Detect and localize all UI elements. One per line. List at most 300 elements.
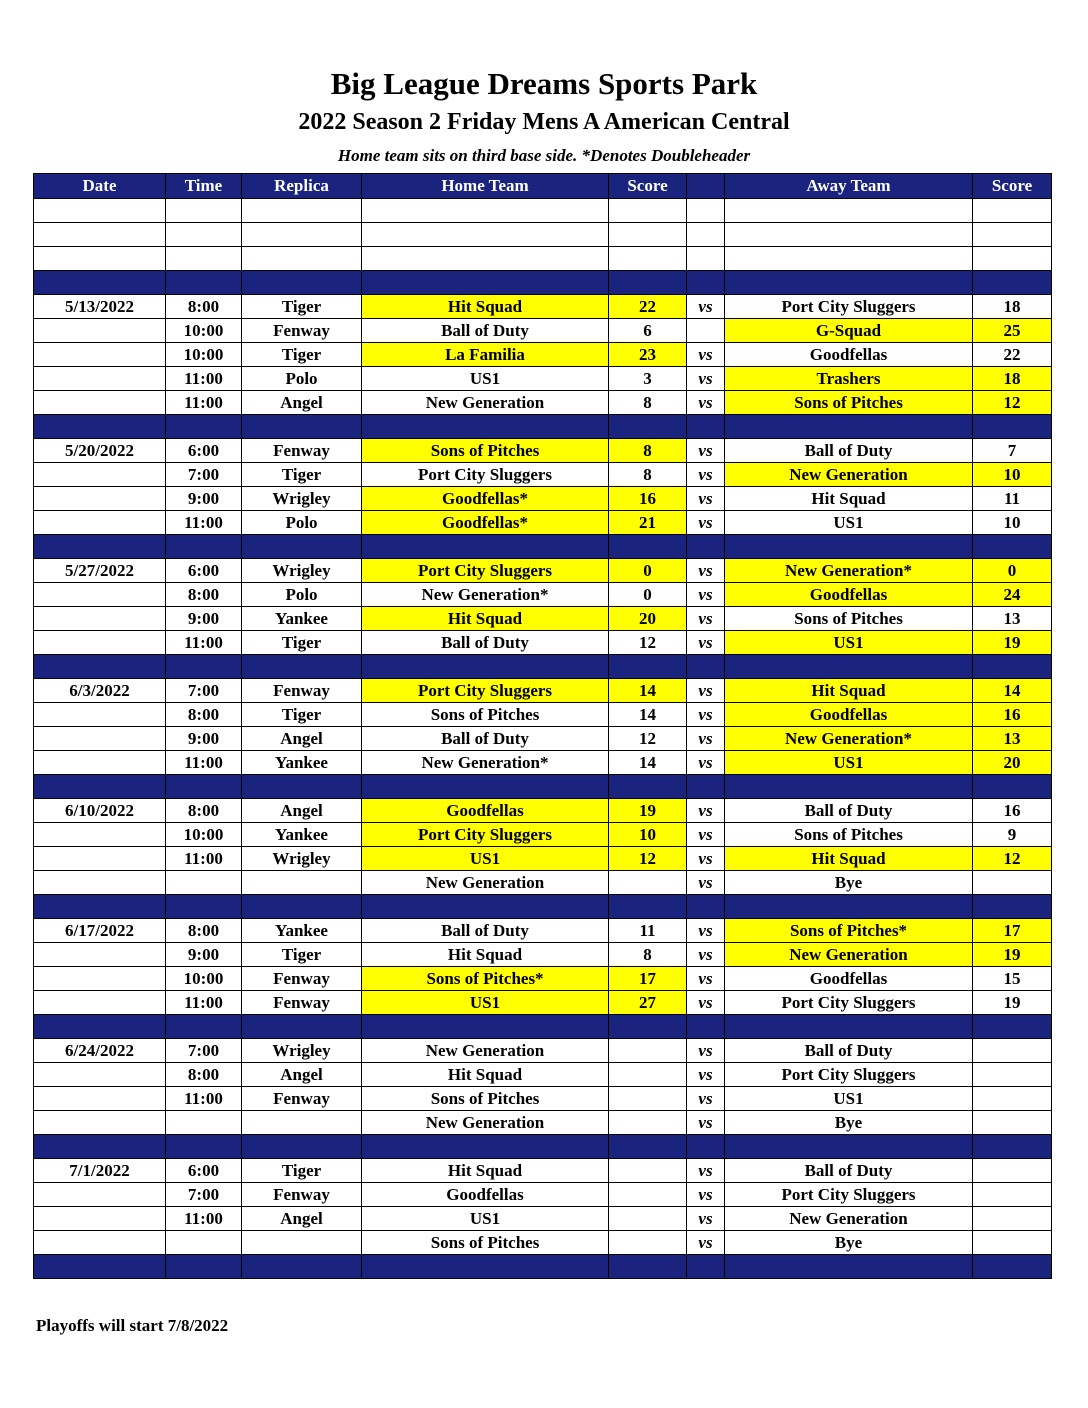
cell-time: 9:00 (166, 943, 242, 967)
cell-replica: Polo (242, 367, 362, 391)
game-row (34, 631, 1052, 655)
cell-home-score: 14 (609, 679, 687, 703)
cell-away-score: 16 (973, 703, 1052, 727)
cell-home-team (362, 535, 609, 559)
header-vs (687, 174, 725, 199)
game-row (34, 511, 1052, 535)
cell-away-team (725, 199, 973, 223)
game-row (34, 1207, 1052, 1231)
cell-time: 7:00 (166, 463, 242, 487)
cell-vs: vs (687, 679, 725, 703)
cell-replica: Fenway (242, 1087, 362, 1111)
cell-away-team (725, 535, 973, 559)
cell-date (34, 1015, 166, 1039)
blank-row (34, 199, 1052, 223)
cell-away-team (725, 1255, 973, 1279)
cell-away-score: 14 (973, 679, 1052, 703)
cell-away-team: Port City Sluggers (725, 1183, 973, 1207)
cell-home-score: 14 (609, 751, 687, 775)
cell-away-score: 10 (973, 511, 1052, 535)
cell-vs (687, 319, 725, 343)
cell-home-score: 0 (609, 559, 687, 583)
cell-away-team: Ball of Duty (725, 1039, 973, 1063)
cell-vs: vs (687, 799, 725, 823)
game-row (34, 943, 1052, 967)
cell-vs (687, 775, 725, 799)
cell-vs (687, 1135, 725, 1159)
cell-home-score (609, 1159, 687, 1183)
cell-home-score: 12 (609, 847, 687, 871)
cell-vs (687, 535, 725, 559)
game-row (34, 439, 1052, 463)
cell-away-team: US1 (725, 631, 973, 655)
cell-time: 11:00 (166, 1207, 242, 1231)
blank-row (34, 223, 1052, 247)
cell-replica: Yankee (242, 823, 362, 847)
cell-date (34, 895, 166, 919)
cell-replica (242, 199, 362, 223)
cell-home-team: Ball of Duty (362, 631, 609, 655)
cell-time: 10:00 (166, 343, 242, 367)
cell-home-score (609, 895, 687, 919)
cell-away-score (973, 1135, 1052, 1159)
game-row (34, 1183, 1052, 1207)
cell-vs (687, 415, 725, 439)
cell-away-team: New Generation (725, 463, 973, 487)
cell-date: 6/10/2022 (34, 799, 166, 823)
cell-replica (242, 1255, 362, 1279)
cell-home-team: Goodfellas (362, 1183, 609, 1207)
cell-time (166, 199, 242, 223)
cell-away-score: 13 (973, 607, 1052, 631)
header-replica: Replica (242, 174, 362, 199)
cell-home-score: 22 (609, 295, 687, 319)
cell-replica: Tiger (242, 295, 362, 319)
cell-home-team (362, 1135, 609, 1159)
cell-vs: vs (687, 559, 725, 583)
cell-replica: Wrigley (242, 559, 362, 583)
cell-away-score: 7 (973, 439, 1052, 463)
cell-time: 10:00 (166, 823, 242, 847)
cell-home-team (362, 223, 609, 247)
cell-replica: Tiger (242, 703, 362, 727)
cell-replica (242, 655, 362, 679)
cell-replica: Tiger (242, 343, 362, 367)
cell-away-score: 22 (973, 343, 1052, 367)
cell-away-score (973, 1087, 1052, 1111)
cell-home-team (362, 199, 609, 223)
cell-away-team: US1 (725, 1087, 973, 1111)
cell-time: 8:00 (166, 583, 242, 607)
cell-date (34, 1183, 166, 1207)
cell-replica: Angel (242, 391, 362, 415)
cell-home-score: 17 (609, 967, 687, 991)
cell-vs (687, 247, 725, 271)
cell-time (166, 535, 242, 559)
cell-away-score: 12 (973, 391, 1052, 415)
cell-date (34, 775, 166, 799)
cell-home-team: Port City Sluggers (362, 463, 609, 487)
cell-vs: vs (687, 703, 725, 727)
cell-home-score (609, 1063, 687, 1087)
week-separator-row (34, 1255, 1052, 1279)
cell-home-score (609, 415, 687, 439)
cell-date (34, 367, 166, 391)
cell-replica (242, 1135, 362, 1159)
cell-home-team: Sons of Pitches (362, 1087, 609, 1111)
cell-home-score (609, 1231, 687, 1255)
cell-date: 5/13/2022 (34, 295, 166, 319)
week-separator-row (34, 271, 1052, 295)
cell-away-team: Goodfellas (725, 967, 973, 991)
cell-away-score (973, 535, 1052, 559)
cell-time: 8:00 (166, 919, 242, 943)
cell-away-score (973, 655, 1052, 679)
game-row (34, 1111, 1052, 1135)
cell-away-score: 0 (973, 559, 1052, 583)
cell-home-team: New Generation (362, 391, 609, 415)
cell-replica: Tiger (242, 631, 362, 655)
game-row (34, 1087, 1052, 1111)
cell-replica (242, 1111, 362, 1135)
cell-vs: vs (687, 367, 725, 391)
cell-away-score (973, 1063, 1052, 1087)
cell-date (34, 871, 166, 895)
cell-time: 7:00 (166, 1039, 242, 1063)
cell-away-score (973, 247, 1052, 271)
cell-date: 7/1/2022 (34, 1159, 166, 1183)
week-separator-row (34, 1135, 1052, 1159)
cell-time (166, 415, 242, 439)
cell-replica: Angel (242, 727, 362, 751)
cell-time (166, 895, 242, 919)
header-time: Time (166, 174, 242, 199)
week-separator-row (34, 775, 1052, 799)
cell-home-score: 20 (609, 607, 687, 631)
cell-replica: Angel (242, 1207, 362, 1231)
cell-home-score: 11 (609, 919, 687, 943)
cell-home-score: 14 (609, 703, 687, 727)
cell-date: 6/24/2022 (34, 1039, 166, 1063)
cell-away-score: 19 (973, 943, 1052, 967)
cell-away-team (725, 415, 973, 439)
cell-vs (687, 271, 725, 295)
cell-home-team: Sons of Pitches (362, 1231, 609, 1255)
cell-time: 10:00 (166, 967, 242, 991)
cell-away-score: 19 (973, 631, 1052, 655)
cell-home-team (362, 415, 609, 439)
cell-home-team: Port City Sluggers (362, 559, 609, 583)
cell-time (166, 1111, 242, 1135)
header-home-score: Score (609, 174, 687, 199)
cell-home-team: Port City Sluggers (362, 823, 609, 847)
cell-replica (242, 895, 362, 919)
cell-home-team: Goodfellas* (362, 511, 609, 535)
game-row (34, 679, 1052, 703)
cell-date (34, 991, 166, 1015)
cell-time: 11:00 (166, 847, 242, 871)
cell-home-score: 8 (609, 439, 687, 463)
week-separator-row (34, 1015, 1052, 1039)
game-row (34, 919, 1052, 943)
cell-vs: vs (687, 511, 725, 535)
cell-vs: vs (687, 1063, 725, 1087)
cell-replica (242, 247, 362, 271)
cell-date (34, 319, 166, 343)
cell-home-score: 23 (609, 343, 687, 367)
cell-away-score (973, 271, 1052, 295)
cell-away-score: 15 (973, 967, 1052, 991)
cell-away-team: Sons of Pitches* (725, 919, 973, 943)
cell-home-team: Sons of Pitches (362, 703, 609, 727)
cell-vs: vs (687, 1159, 725, 1183)
cell-away-score (973, 1207, 1052, 1231)
cell-away-score: 10 (973, 463, 1052, 487)
cell-home-score: 12 (609, 631, 687, 655)
cell-vs: vs (687, 295, 725, 319)
cell-vs: vs (687, 823, 725, 847)
cell-away-score (973, 415, 1052, 439)
cell-away-score (973, 223, 1052, 247)
cell-away-team: New Generation* (725, 559, 973, 583)
cell-time (166, 655, 242, 679)
cell-away-score: 18 (973, 367, 1052, 391)
cell-vs (687, 895, 725, 919)
cell-home-team: Hit Squad (362, 607, 609, 631)
cell-replica (242, 775, 362, 799)
cell-time: 8:00 (166, 295, 242, 319)
cell-home-team: US1 (362, 847, 609, 871)
cell-home-team: Hit Squad (362, 1159, 609, 1183)
cell-home-team: Hit Squad (362, 943, 609, 967)
cell-home-team: Ball of Duty (362, 319, 609, 343)
cell-date (34, 1207, 166, 1231)
cell-time: 11:00 (166, 511, 242, 535)
cell-away-score (973, 1111, 1052, 1135)
cell-vs: vs (687, 1183, 725, 1207)
cell-home-score: 6 (609, 319, 687, 343)
cell-date (34, 463, 166, 487)
cell-time (166, 223, 242, 247)
cell-home-team (362, 1015, 609, 1039)
cell-replica: Yankee (242, 607, 362, 631)
cell-date (34, 967, 166, 991)
cell-away-team: Trashers (725, 367, 973, 391)
cell-date (34, 511, 166, 535)
game-row (34, 367, 1052, 391)
cell-away-score: 18 (973, 295, 1052, 319)
game-row (34, 1159, 1052, 1183)
cell-replica: Wrigley (242, 847, 362, 871)
cell-time: 6:00 (166, 1159, 242, 1183)
game-row (34, 799, 1052, 823)
cell-home-team (362, 247, 609, 271)
game-row (34, 727, 1052, 751)
cell-home-team: New Generation (362, 871, 609, 895)
cell-home-score: 27 (609, 991, 687, 1015)
game-row (34, 319, 1052, 343)
cell-home-team: New Generation (362, 1039, 609, 1063)
cell-home-score (609, 1135, 687, 1159)
cell-home-team: Goodfellas* (362, 487, 609, 511)
cell-home-score (609, 247, 687, 271)
cell-date (34, 823, 166, 847)
cell-vs: vs (687, 463, 725, 487)
cell-home-team (362, 655, 609, 679)
cell-home-score (609, 1039, 687, 1063)
cell-date (34, 1111, 166, 1135)
cell-replica: Angel (242, 1063, 362, 1087)
cell-replica: Polo (242, 511, 362, 535)
cell-home-score (609, 1207, 687, 1231)
cell-home-score (609, 535, 687, 559)
header-away-team: Away Team (725, 174, 973, 199)
cell-away-score (973, 1039, 1052, 1063)
cell-vs: vs (687, 607, 725, 631)
cell-date (34, 1231, 166, 1255)
cell-date (34, 751, 166, 775)
game-row (34, 1231, 1052, 1255)
cell-away-team: Ball of Duty (725, 1159, 973, 1183)
cell-away-team: Port City Sluggers (725, 991, 973, 1015)
cell-replica: Tiger (242, 1159, 362, 1183)
cell-home-team: Hit Squad (362, 295, 609, 319)
cell-away-team (725, 1135, 973, 1159)
cell-date: 5/27/2022 (34, 559, 166, 583)
game-row (34, 991, 1052, 1015)
cell-away-team: Bye (725, 1111, 973, 1135)
cell-away-score (973, 199, 1052, 223)
game-row (34, 751, 1052, 775)
cell-time: 11:00 (166, 391, 242, 415)
header-away-score: Score (973, 174, 1052, 199)
cell-away-team (725, 247, 973, 271)
cell-replica: Tiger (242, 943, 362, 967)
game-row (34, 463, 1052, 487)
cell-away-score (973, 895, 1052, 919)
cell-away-score: 25 (973, 319, 1052, 343)
cell-home-team: New Generation* (362, 583, 609, 607)
cell-vs: vs (687, 1111, 725, 1135)
cell-vs: vs (687, 1207, 725, 1231)
cell-replica (242, 271, 362, 295)
cell-time (166, 247, 242, 271)
cell-time: 7:00 (166, 1183, 242, 1207)
cell-vs (687, 1255, 725, 1279)
cell-replica: Fenway (242, 1183, 362, 1207)
cell-away-score: 9 (973, 823, 1052, 847)
cell-vs: vs (687, 391, 725, 415)
cell-away-team: Ball of Duty (725, 439, 973, 463)
cell-time: 11:00 (166, 751, 242, 775)
header-date: Date (34, 174, 166, 199)
cell-home-score (609, 871, 687, 895)
cell-away-score: 12 (973, 847, 1052, 871)
cell-vs: vs (687, 631, 725, 655)
cell-replica (242, 223, 362, 247)
page-subtitle: 2022 Season 2 Friday Mens A American Central (298, 109, 790, 135)
cell-date (34, 535, 166, 559)
cell-away-team: Hit Squad (725, 847, 973, 871)
cell-time (166, 1255, 242, 1279)
cell-vs (687, 1015, 725, 1039)
cell-away-team: Hit Squad (725, 487, 973, 511)
cell-replica: Fenway (242, 679, 362, 703)
cell-time (166, 1231, 242, 1255)
cell-vs: vs (687, 991, 725, 1015)
blank-row (34, 247, 1052, 271)
cell-replica: Fenway (242, 319, 362, 343)
cell-home-score (609, 1111, 687, 1135)
cell-home-team: Hit Squad (362, 1063, 609, 1087)
game-row (34, 1039, 1052, 1063)
cell-away-team: Goodfellas (725, 583, 973, 607)
game-row (34, 607, 1052, 631)
cell-replica (242, 535, 362, 559)
cell-away-team: Goodfellas (725, 703, 973, 727)
cell-home-score (609, 775, 687, 799)
cell-home-score: 19 (609, 799, 687, 823)
cell-time: 7:00 (166, 679, 242, 703)
cell-away-team: US1 (725, 751, 973, 775)
cell-time: 11:00 (166, 991, 242, 1015)
cell-date (34, 271, 166, 295)
cell-away-score: 24 (973, 583, 1052, 607)
playoffs-note: Playoffs will start 7/8/2022 (36, 1316, 229, 1335)
cell-time: 8:00 (166, 1063, 242, 1087)
game-row (34, 487, 1052, 511)
cell-home-score: 0 (609, 583, 687, 607)
cell-vs: vs (687, 343, 725, 367)
cell-home-team: Sons of Pitches (362, 439, 609, 463)
cell-date (34, 703, 166, 727)
cell-date (34, 655, 166, 679)
cell-away-score: 16 (973, 799, 1052, 823)
cell-time: 9:00 (166, 607, 242, 631)
cell-time: 11:00 (166, 1087, 242, 1111)
week-separator-row (34, 895, 1052, 919)
cell-date (34, 727, 166, 751)
cell-date (34, 1255, 166, 1279)
cell-vs: vs (687, 487, 725, 511)
cell-away-team: Sons of Pitches (725, 391, 973, 415)
cell-away-team (725, 895, 973, 919)
cell-home-score: 12 (609, 727, 687, 751)
cell-date (34, 415, 166, 439)
cell-home-team: Sons of Pitches* (362, 967, 609, 991)
cell-replica: Angel (242, 799, 362, 823)
cell-replica: Fenway (242, 439, 362, 463)
cell-away-score: 19 (973, 991, 1052, 1015)
cell-home-team: Port City Sluggers (362, 679, 609, 703)
header-row (34, 174, 1052, 199)
cell-vs: vs (687, 439, 725, 463)
game-row (34, 583, 1052, 607)
week-separator-row (34, 655, 1052, 679)
cell-replica: Fenway (242, 991, 362, 1015)
cell-away-team: G-Squad (725, 319, 973, 343)
game-row (34, 1063, 1052, 1087)
week-separator-row (34, 535, 1052, 559)
cell-away-score: 17 (973, 919, 1052, 943)
cell-home-team (362, 1255, 609, 1279)
header-home-team: Home Team (362, 174, 609, 199)
cell-away-team (725, 775, 973, 799)
cell-away-team: Bye (725, 1231, 973, 1255)
cell-home-score (609, 199, 687, 223)
cell-home-score (609, 1087, 687, 1111)
cell-away-score: 20 (973, 751, 1052, 775)
